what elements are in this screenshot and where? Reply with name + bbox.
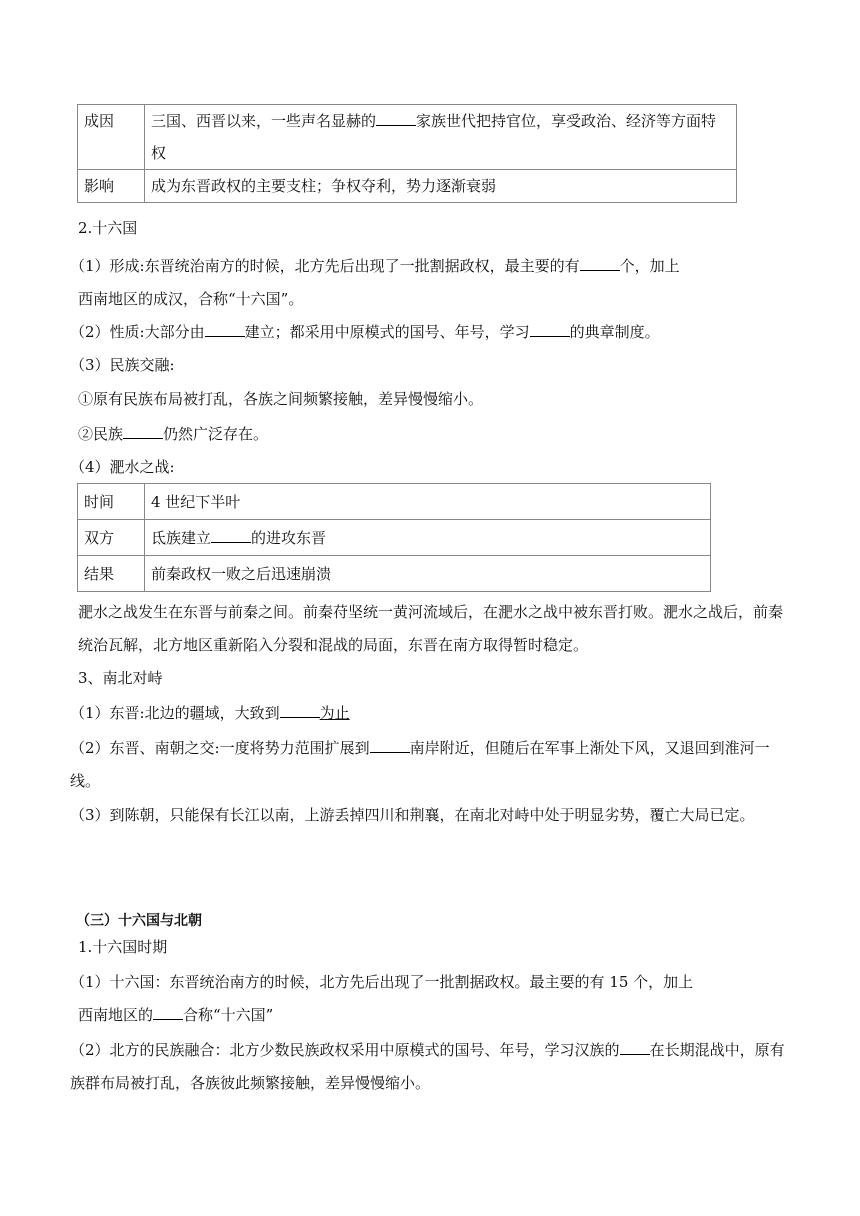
fill-blank[interactable] <box>376 109 416 126</box>
table-value: 前秦政权一败之后迅速崩溃 <box>145 556 711 592</box>
table-row <box>78 520 711 556</box>
section-title: 2.十六国 <box>78 219 138 237</box>
feishui-table <box>77 483 711 592</box>
heading: （三）十六国与北朝 <box>76 913 202 929</box>
table-key: 结果 <box>78 556 145 592</box>
section-title: 1.十六国时期 <box>78 938 168 956</box>
paragraph: （2）东晋、南朝之交:一度将势力范围扩展到 南岸附近，但随后在军事上渐处下风，又退回到淮河一线。 <box>70 732 788 798</box>
section-title: 3、南北对峙 <box>78 669 163 687</box>
table-key: 时间 <box>78 484 145 520</box>
paragraph: （3）到陈朝，只能保有长江以南，上游丢掉四川和荆襄，在南北对峙中处于明显劣势，覆亡大局已定。 <box>70 806 755 824</box>
table-value: 4 世纪下半叶 <box>145 484 711 520</box>
paragraph: （1）形成:东晋统治南方的时候，北方先后出现了一批割据政权，最主要的有 个，加上 西南地区的成汉，合称“十六国”。 <box>70 250 790 316</box>
table-key: 双方 <box>78 520 145 556</box>
paragraph: （1）十六国：东晋统治南方的时候，北方先后出现了一批割据政权。最主要的有 15 个，加上 西南地区的 合称“十六国” <box>70 973 694 1024</box>
fill-blank[interactable] <box>205 320 245 337</box>
fill-blank[interactable] <box>580 254 620 271</box>
table-key: 影响 <box>78 170 145 203</box>
fill-blank[interactable] <box>153 1003 183 1020</box>
table-row <box>78 105 737 170</box>
causes-effects-table <box>77 104 737 203</box>
table-value: 三国、西晋以来，一些声名显赫的 家族世代把持官位，享受政治、经济等方面特权 <box>145 105 737 170</box>
paragraph: （2）北方的民族融合：北方少数民族政权采用中原模式的国号、年号，学习汉族的 在长期混战中，原有族群布局被打乱，各族彼此频繁接触，差异慢慢缩小。 <box>70 1034 788 1100</box>
fill-blank[interactable] <box>280 701 320 718</box>
paragraph: 淝水之战发生在东晋与前秦之间。前秦苻坚统一黄河流域后，在淝水之战中被东晋打败。淝水之战后，前秦统治瓦解，北方地区重新陷入分裂和混战的局面，东晋在南方取得暂时稳定。 <box>78 603 784 654</box>
table-row <box>78 556 711 592</box>
table-row <box>78 484 711 520</box>
paragraph: （1）东晋:北边的疆域，大致到 为止 <box>70 701 350 724</box>
fill-blank[interactable] <box>123 422 163 439</box>
paragraph: ①原有民族布局被打乱，各族之间频繁接触，差异慢慢缩小。 <box>78 390 484 408</box>
paragraph: （4）淝水之战: <box>70 458 175 476</box>
paragraph: （2）性质:大部分由 建立；都采用中原模式的国号、年号，学习 的典章制度。 <box>70 320 660 343</box>
table-key: 成因 <box>78 105 145 170</box>
paragraph: （3）民族交融: <box>70 356 175 374</box>
paragraph: ②民族 仍然广泛存在。 <box>78 422 268 445</box>
fill-blank[interactable] <box>530 320 570 337</box>
table-value: 氐族建立 的进攻东晋 <box>145 520 711 556</box>
fill-blank[interactable] <box>620 1038 650 1055</box>
table-row <box>78 170 737 203</box>
fill-blank[interactable] <box>370 736 410 753</box>
table-value: 成为东晋政权的主要支柱；争权夺利，势力逐渐衰弱 <box>145 170 737 203</box>
fill-blank[interactable] <box>211 526 251 543</box>
